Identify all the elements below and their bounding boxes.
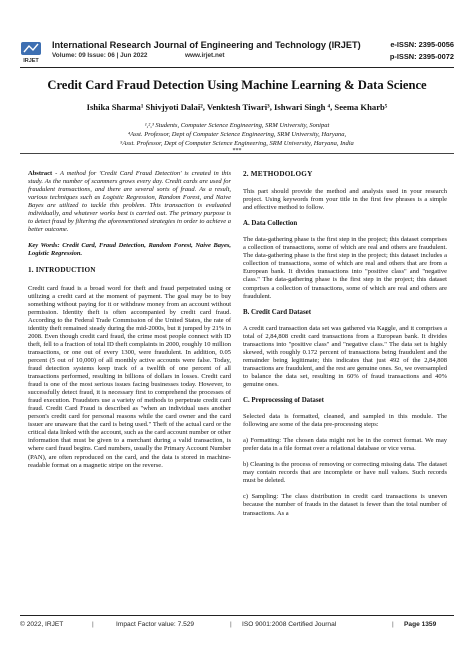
footer-separator: | xyxy=(92,621,94,628)
footer-separator: | xyxy=(392,621,394,628)
data-collection-heading: A. Data Collection xyxy=(243,220,298,228)
credit-card-dataset-heading: B. Credit Card Dataset xyxy=(243,308,312,316)
footer-separator: | xyxy=(230,621,232,628)
footer-copyright: © 2022, IRJET xyxy=(20,621,64,628)
abstract-text: - A method for 'Credit Card Fraud Detection' is created in this study. As the number of scammers grows every day. Credit cards are used for fraudulent transactions, and there are several sorts of fraud. As a result, various techniques such as Logistic Regression, Random Forest, and Naive Bayes are utilized to tackle this problem. This transaction is evaluated individually, and whatever works best is carried out. The primary purpose is to detect fraud by filtering the aforementioned strategies in order to achieve a better outcome. xyxy=(28,170,231,234)
affiliation-3: ⁵Asst. Professor, Dept of Computer Science Engineering, SRM University, Haryana, India xyxy=(120,140,354,147)
intro-paragraph: Credit card fraud is a broad word for theft and fraud perpetrated using or utilizing a credit card at the moment of payment. The goal may be to buy something without paying for it or withdraw money from an account without permission. Identity theft is often accompanied by credit card fraud. According to the Federal Trade Commission of the United States, the rate of identity theft remained steady during the mid-2000s, but it jumped by 21% in 2008. Even though credit card fraud, the crime most people connect with ID theft, fell to a fraction of total ID theft complaints in 2000, roughly 10 million transactions, or one out of every 1300, were fraudulent. In addition, 0.05 percent (5 out of 10,000) of all monthly active accounts were false. Today, fraud detection systems keep track of a twelfth of one percent of all transactions performed, resulting in billions of dollars in losses. Credit card fraud is one of the most serious issues facing businesses today. However, to successfully detect fraud, it is necessary first to comprehend the processes of fraud execution. Fraudsters use a variety of methods to perpetrate credit card fraud. Credit Card Fraud is described as "when an individual uses another person's credit card for personal reasons while the card owner and the card issuer are unaware that the card is being used." Theft of the actual card or the critical data linked with the account, such as the card account number or other information that must be given to a merchant during a valid transaction, is where card fraud begins. Card numbers, usually the Primary Account Number (PAN), are often reproduced on the card, and the data is stored in machine-readable format on a magnetic stripe on the reverse. xyxy=(28,284,231,469)
affiliation-2: ⁴Asst. Professor, Dept of Computer Science Engineering, SRM University, Haryana, xyxy=(127,131,347,138)
footer-page-number: Page 1359 xyxy=(404,621,437,628)
journal-title: International Research Journal of Engineering and Technology (IRJET) xyxy=(52,40,361,50)
methodology-heading: 2. METHODOLOGY xyxy=(243,170,313,178)
cleaning-step: b) Cleaning is the process of removing or correcting missing data. The dataset may contain records that are incomplete or have null values. Such records must be deleted. xyxy=(243,461,447,485)
formatting-step: a) Formatting: The chosen data might not be in the correct format. We may prefer data in a file format over a relational database or vice versa. xyxy=(243,437,447,453)
divider-mark: *** xyxy=(232,148,242,154)
footer-iso: ISO 9001:2008 Certified Journal xyxy=(242,621,337,628)
journal-meta xyxy=(52,52,225,59)
left-column xyxy=(28,170,231,478)
footer-impact-factor: Impact Factor value: 7.529 xyxy=(116,621,195,628)
abstract-label: Abstract xyxy=(28,170,53,177)
abstract xyxy=(28,170,231,234)
header-rule xyxy=(20,67,454,68)
volume-line: Volume: 09 Issue: 06 | Jun 2022 xyxy=(52,52,148,59)
p-issn: p-ISSN: 2395-0072 xyxy=(389,52,454,61)
intro-heading: 1. INTRODUCTION xyxy=(28,266,96,275)
credit-card-dataset-paragraph: A credit card transaction data set was gathered via Kaggle, and it comprises a total of 2,84,808 credit card transactions from a European bank. It divides transactions into "positive class" and "negative class." The data set is highly skewed, with roughly 0.172 percent of transactions being fraudulent and the remainder being legitimate; this indicates that just 492 of the 2,84,808 transactions are fraudulent, and the rest are genuine ones. So, we oversampled to balance the data set, resulting in 60% of fraud transactions and 40% genuine ones. xyxy=(243,324,447,388)
methodology-paragraph: This part should provide the method and analysis used in your research project. Using keywords from your title in the first few phrases is a simple and effective method to follow. xyxy=(243,188,447,212)
sampling-step: c) Sampling: The class distribution in credit card transactions is uneven because the number of frauds in the dataset is fewer than the total number of transactions. As a xyxy=(243,493,447,517)
author-list: Ishika Sharma¹ Shivjyoti Dalai², Venktesh Tiwari³, Ishwari Singh ⁴, Seema Kharb⁵ xyxy=(86,102,388,112)
e-issn: e-ISSN: 2395-0056 xyxy=(390,40,454,49)
journal-website[interactable]: www.irjet.net xyxy=(185,52,225,59)
data-collection-paragraph: The data-gathering phase is the first step in the project; this dataset comprises a collection of transactions, some of which are real and others are fraudulent. The data-gathering phase is the first step in the project; this dataset includes a collection of transactions, some of which are real and others that are from a European bank. It divides transactions into "positive class" and "negative class." The data-gathering phase is the first step in the project; this dataset comprises a collection of transactions, some of which are real and others are fraudulent. xyxy=(243,236,447,300)
affiliation-1: ¹,²,³ Students, Computer Science Engineering, SRM University, Sonipat xyxy=(144,122,330,129)
preprocessing-paragraph: Selected data is formatted, cleaned, and sampled in this module. The following are some of the data pre-processing steps: xyxy=(243,413,447,429)
paper-title: Credit Card Fraud Detection Using Machine Learning & Data Science xyxy=(47,78,427,92)
logo-text: IRJET xyxy=(23,58,39,64)
footer-rule xyxy=(20,615,454,616)
preprocessing-heading: C. Preprocessing of Dataset xyxy=(243,397,324,405)
right-column xyxy=(243,170,447,518)
irjet-logo xyxy=(20,40,42,64)
keywords: Key Words: Credit Card, Fraud Detection, Random Forest, Naive Bayes, Logistic Regression. xyxy=(28,242,231,258)
journal-header xyxy=(20,40,454,64)
